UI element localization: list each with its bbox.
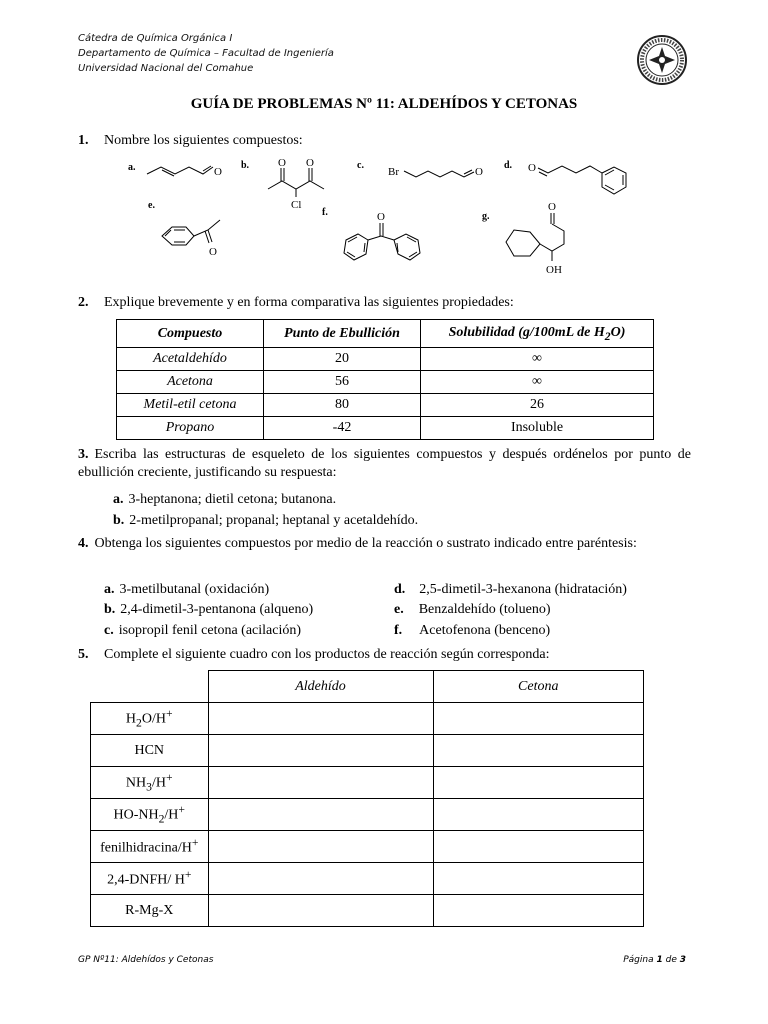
svg-text:Cl: Cl: [291, 199, 302, 211]
mol-g-structure: [500, 198, 586, 278]
svg-text:OH: OH: [546, 264, 562, 276]
q3-text: 3. Escriba las estructuras de esqueleto de los siguientes compuestos y después ordénelos por punto de ebullición creciente, justificando su respuesta:: [78, 447, 691, 480]
q5-text: Complete el siguiente cuadro con los productos de reacción según corresponda:: [104, 647, 550, 662]
table-row: Propano -42 Insoluble: [117, 417, 654, 440]
reagent-cell: R-Mg-X: [91, 895, 209, 927]
svg-text:O: O: [475, 166, 483, 178]
mol-f-structure: [336, 208, 432, 270]
page-title: GUÍA DE PROBLEMAS Nº 11: ALDEHÍDOS Y CETONAS: [190, 96, 578, 112]
q4-item-d: d. 2,5-dimetil-3-hexanona (hidratación): [394, 582, 627, 597]
svg-text:O: O: [377, 211, 385, 223]
mol-d-label: d.: [504, 160, 513, 171]
mol-b-structure: [262, 155, 342, 211]
svg-text:O: O: [209, 246, 217, 258]
q4-item-e: e. Benzaldehído (tolueno): [394, 602, 551, 617]
mol-f-label: f.: [322, 207, 328, 218]
university-seal-logo: [636, 34, 688, 86]
table-row: Acetaldehído 20 ∞: [117, 348, 654, 371]
footer-page-number: Página 1 de 3: [623, 955, 686, 965]
col-punto-ebullicion: Punto de Ebullición: [264, 320, 421, 348]
mol-c-label: c.: [357, 160, 364, 171]
mol-c-structure: [386, 158, 486, 184]
reagent-cell: fenilhidracina/H+: [91, 831, 209, 863]
mol-a-structure: [145, 158, 225, 184]
svg-text:O: O: [548, 201, 556, 213]
properties-table: [116, 319, 654, 440]
table-row: [91, 799, 644, 831]
q3-item-a: a. 3-heptanona; dietil cetona; butanona.: [113, 492, 337, 507]
svg-text:O: O: [306, 157, 314, 169]
mol-g-label: g.: [482, 211, 490, 222]
table-row: [91, 831, 644, 863]
table-row: Acetona 56 ∞: [117, 371, 654, 394]
reagent-cell: HCN: [91, 735, 209, 767]
col-cetona: Cetona: [433, 671, 644, 703]
table-row: [91, 703, 644, 735]
svg-text:O: O: [528, 162, 536, 174]
q4-item-a: a. 3-metilbutanal (oxidación): [104, 582, 270, 597]
mol-e-structure: [158, 210, 234, 260]
reagent-cell: $H_2O/H^+$: [91, 703, 209, 735]
mol-a-atom-o: O: [214, 166, 222, 178]
q4-text: 4. Obtenga los siguientes compuestos por medio de la reacción o sustrato indicado entre paréntesis:: [78, 536, 637, 551]
q1-number: 1.: [78, 133, 89, 148]
table-row: [91, 767, 644, 799]
svg-text:O: O: [278, 157, 286, 169]
q1-text: Nombre los siguientes compuestos:: [104, 133, 303, 148]
col-solubilidad: Solubilidad (g/100mL de $H_2O$): [421, 320, 654, 348]
col-aldehido: Aldehído: [208, 671, 433, 703]
footer-left: GP Nº11: Aldehídos y Cetonas: [78, 955, 214, 965]
table-row: [91, 863, 644, 895]
q4-item-c: c. isopropil fenil cetona (acilación): [104, 623, 302, 638]
q4-item-b: b. 2,4-dimetil-3-pentanona (alqueno): [104, 602, 314, 617]
q2-number: 2.: [78, 295, 89, 310]
header-line-2: Departamento de Química – Facultad de Ingeniería: [78, 48, 334, 59]
table-header-row: [91, 671, 644, 703]
mol-b-label: b.: [241, 160, 250, 171]
mol-e-label: e.: [148, 200, 155, 211]
reagent-cell: $NH_3/H^+$: [91, 767, 209, 799]
header-line-1: Cátedra de Química Orgánica I: [78, 33, 233, 44]
table-row: Metil-etil cetona 80 26: [117, 394, 654, 417]
table-header-row: [117, 320, 654, 348]
q4-item-f: f. Acetofenona (benceno): [394, 623, 551, 638]
table-row: [91, 735, 644, 767]
reactions-table: [90, 670, 644, 927]
table-row: [91, 895, 644, 927]
svg-text:Br: Br: [388, 166, 399, 178]
reagent-cell: $HO-NH_2/H^+$: [91, 799, 209, 831]
header-line-3: Universidad Nacional del Comahue: [78, 63, 254, 74]
mol-a-label: a.: [128, 162, 136, 173]
q3-item-b: b. 2-metilpropanal; propanal; heptanal y acetaldehído.: [113, 513, 419, 528]
q2-text: Explique brevemente y en forma comparativa las siguientes propiedades:: [104, 295, 514, 310]
q5-number: 5.: [78, 647, 89, 662]
reagent-cell: 2,4-DNFH/ H+: [91, 863, 209, 895]
mol-d-structure: [526, 154, 642, 204]
col-compuesto: Compuesto: [117, 320, 264, 348]
